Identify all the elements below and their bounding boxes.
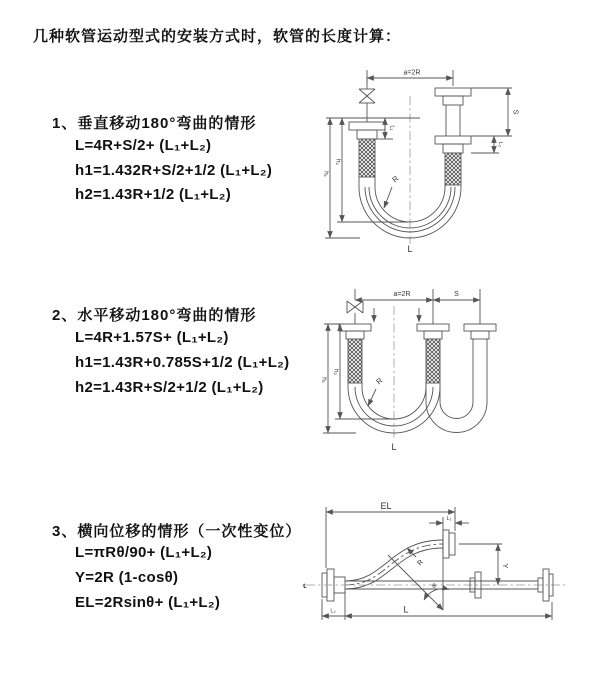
label-radius: R xyxy=(416,558,426,568)
label-s: S xyxy=(511,109,519,115)
label-h2: h₂ xyxy=(332,368,340,376)
braided-hose-right xyxy=(445,153,461,185)
radius-callout xyxy=(384,174,401,208)
label-el: EL xyxy=(380,501,392,511)
section-1-formula-l: L=4R+S/2+ (L₁+L₂) xyxy=(75,137,212,154)
label-h1: h₁ xyxy=(320,377,328,383)
centerline-symbol: ℄ xyxy=(303,584,307,590)
diagram-vertical-180-bend xyxy=(308,62,598,260)
label-theta: θ xyxy=(432,583,436,590)
section-1-heading: 1、垂直移动180°弯曲的情形 xyxy=(52,115,257,132)
dimension-s xyxy=(471,88,519,136)
section-3-heading: 3、横向位移的情形（一次性变位） xyxy=(52,523,302,540)
label-total-length: L xyxy=(391,442,397,452)
label-y: Y xyxy=(501,563,508,569)
dimension-l1 xyxy=(326,118,420,139)
dimension-h1 xyxy=(323,118,361,238)
diagram-lateral-displacement xyxy=(298,498,600,648)
flange-top-right xyxy=(443,530,455,558)
braided-hose-middle xyxy=(426,339,440,383)
section-2-formula-h2: h2=1.43R+S/2+1/2 (L₁+L₂) xyxy=(75,379,264,396)
label-l1: L₁ xyxy=(388,125,395,131)
dimension-y xyxy=(459,544,508,585)
flange-middle xyxy=(417,324,449,339)
valve-icon xyxy=(347,301,363,324)
braided-hose-left xyxy=(348,339,362,383)
label-a-2r: a=2R xyxy=(403,69,421,77)
section-3-formula-y: Y=2R (1-cosθ) xyxy=(75,569,179,586)
section-1-formula-h1: h1=1.432R+S/2+1/2 (L₁+L₂) xyxy=(75,162,273,179)
label-h1: h₁ xyxy=(322,171,330,177)
left-flange xyxy=(349,122,385,139)
dimension-s xyxy=(433,291,480,300)
section-2-heading: 2、水平移动180°弯曲的情形 xyxy=(52,307,257,324)
right-pipe xyxy=(446,105,460,136)
label-radius: R xyxy=(374,375,385,387)
flange-left xyxy=(339,324,371,339)
section-2-formula-l: L=4R+1.57S+ (L₁+L₂) xyxy=(75,329,229,346)
diagram-horizontal-180-bend xyxy=(308,280,598,456)
flange-right xyxy=(464,324,496,339)
dimension-l2 xyxy=(471,136,503,153)
label-l2: L₂ xyxy=(497,141,503,148)
braided-hose-left xyxy=(359,139,375,177)
right-flange-upper xyxy=(435,88,471,105)
section-2-formula-h1: h1=1.43R+0.785S+1/2 (L₁+L₂) xyxy=(75,354,290,371)
label-total-length: L xyxy=(407,244,413,254)
right-flange-lower xyxy=(435,136,471,153)
label-a-2r: a=2R xyxy=(393,291,411,298)
label-l2: L₂ xyxy=(330,608,336,615)
label-radius: R xyxy=(390,173,401,185)
section-3-formula-l: L=πRθ/90+ (L₁+L₂) xyxy=(75,544,213,561)
label-s: S xyxy=(454,291,459,298)
label-h2: h₂ xyxy=(334,158,342,166)
label-total-length: L xyxy=(403,604,409,615)
page-title: 几种软管运动型式的安装方式时，软管的长度计算： xyxy=(33,28,402,45)
section-1-formula-h2: h2=1.43R+1/2 (L₁+L₂) xyxy=(75,186,232,203)
dimension-l-and-l2 xyxy=(322,591,552,620)
label-l1: L₁ xyxy=(446,516,452,522)
section-3-formula-el: EL=2Rsinθ+ (L₁+L₂) xyxy=(75,594,221,611)
valve-icon xyxy=(359,78,375,122)
s-curve-hose xyxy=(345,540,443,589)
pipe-right xyxy=(473,339,487,402)
radius-callout xyxy=(368,376,385,406)
dimension-a-2r xyxy=(367,70,453,87)
